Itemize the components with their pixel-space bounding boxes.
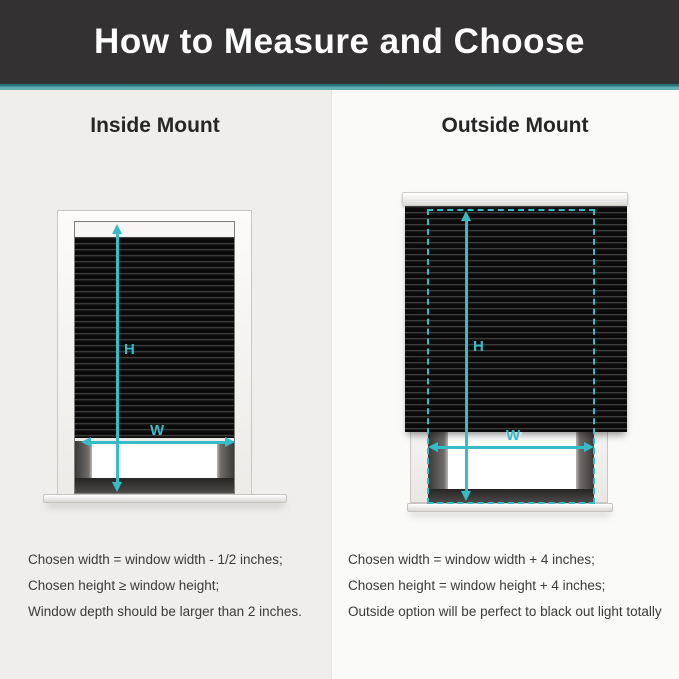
note-line: Window depth should be larger than 2 inches. [28,604,302,619]
inside-mount-notes [28,547,302,625]
inside-height-label: H [124,341,135,358]
inside-blind-headrail [75,222,234,238]
inside-height-arrow [116,233,119,483]
note-line: Chosen width = window width + 4 inches; [348,552,595,567]
outside-width-label: W [506,427,521,444]
arrowhead-up-icon [461,211,471,221]
arrowhead-right-icon [225,437,235,447]
inside-mount-heading: Inside Mount [90,114,220,137]
header-banner [0,0,679,84]
inside-width-arrow [90,441,226,444]
outside-mount-heading: Outside Mount [441,114,589,137]
inside-window-sill [43,494,287,503]
note-line: Chosen height ≥ window height; [28,578,220,593]
outside-width-arrow [437,446,585,449]
page-title: How to Measure and Choose [94,22,585,61]
measure-dashed-outline [427,209,595,504]
arrowhead-up-icon [112,224,122,234]
note-line: Chosen width = window width - 1/2 inches; [28,552,283,567]
outside-window-sill [407,503,613,512]
arrowhead-down-icon [461,491,471,501]
arrowhead-right-icon [584,442,594,452]
arrowhead-left-icon [428,442,438,452]
outside-mount-notes [348,547,662,625]
arrowhead-down-icon [112,482,122,492]
window-opening-bottom-shadow [75,478,234,493]
inside-width-label: W [150,422,165,439]
note-line: Outside option will be perfect to black out light totally [348,604,662,619]
outside-height-label: H [473,338,484,355]
arrowhead-left-icon [81,437,91,447]
outside-height-arrow [465,220,468,492]
note-line: Chosen height = window height + 4 inches; [348,578,606,593]
inside-pleated-blind [75,237,234,441]
inside-window-opening [74,221,235,494]
outside-blind-headrail [402,192,628,206]
